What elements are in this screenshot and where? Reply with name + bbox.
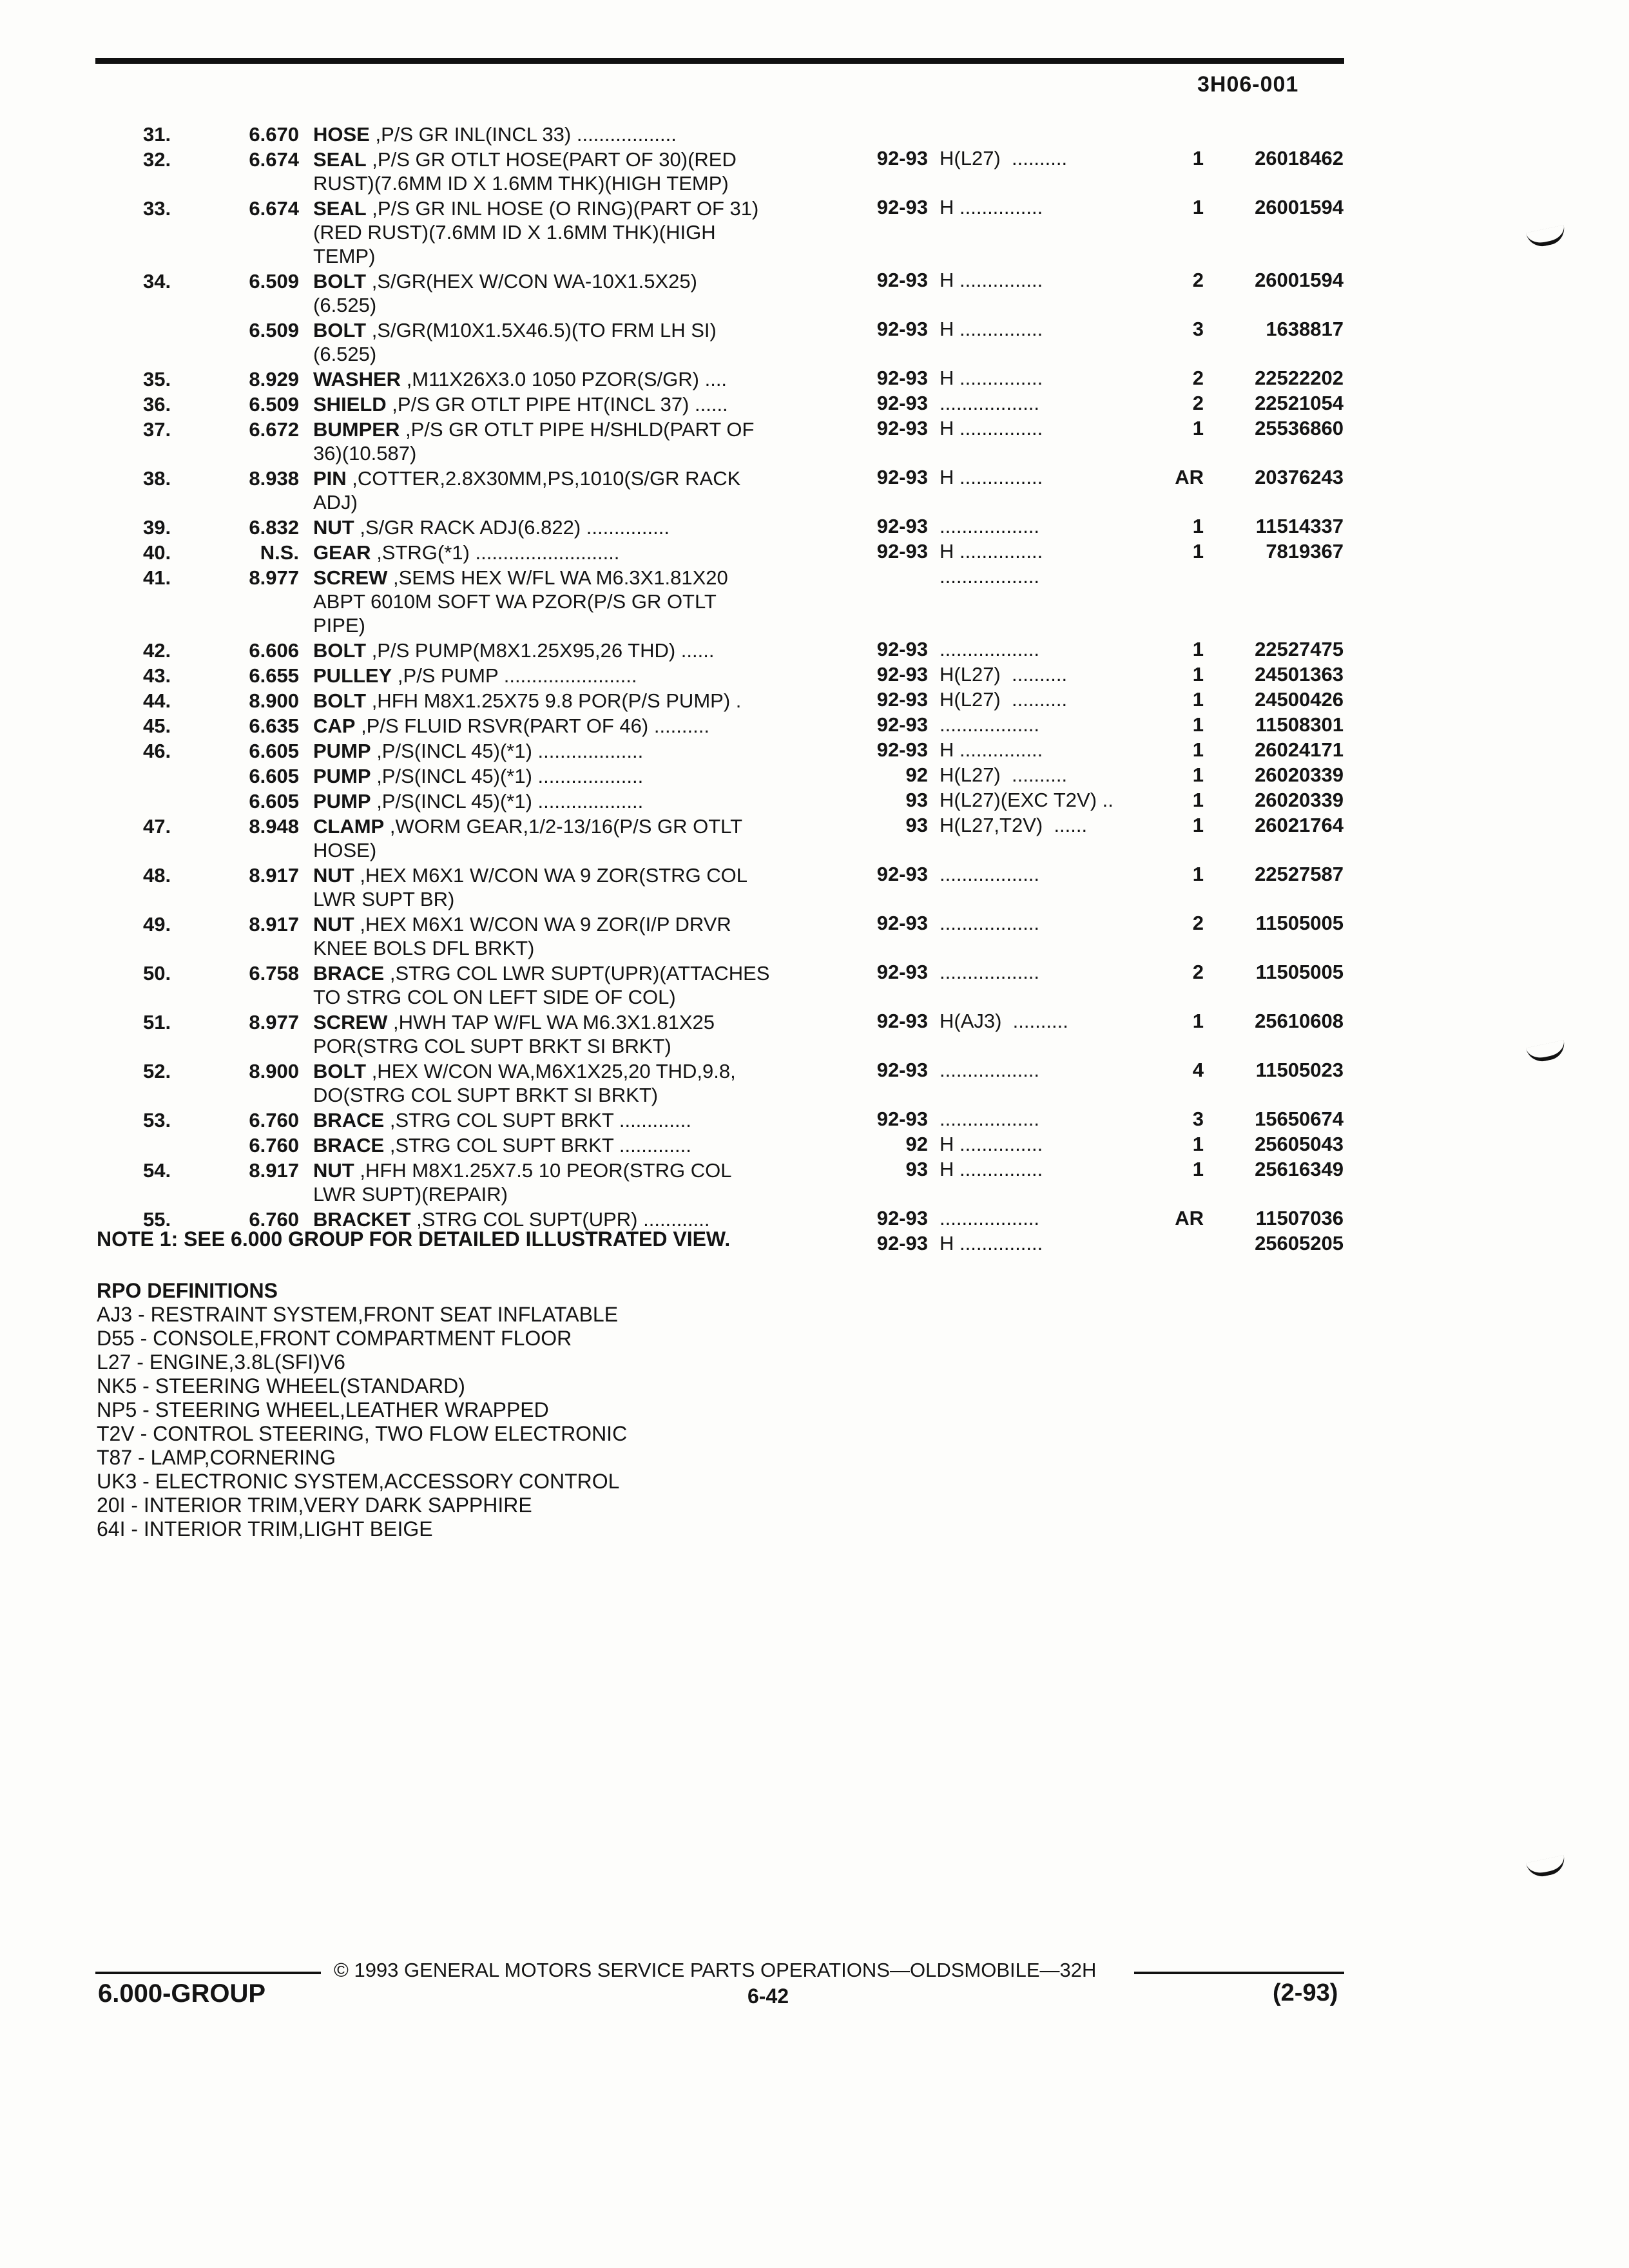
part-description [313, 148, 848, 195]
part-noun: SEAL [313, 197, 367, 220]
group-number: 6.760 [249, 1134, 299, 1157]
model-years: 92-93 [876, 738, 928, 761]
group-number: N.S. [260, 541, 299, 564]
application: .................. [940, 1207, 1040, 1229]
ref-number: 50. [143, 962, 171, 985]
ref-number: 51. [143, 1011, 171, 1033]
ref-number: 33. [143, 197, 171, 220]
part-detail: ,WORM GEAR,1/2-13/16(P/S GR OTLT HOSE) [313, 815, 743, 861]
group-number: 6.760 [249, 1109, 299, 1131]
quantity: 1 [1192, 789, 1204, 811]
footer-rule-right [1134, 1972, 1344, 1974]
quantity: AR [1175, 1207, 1204, 1229]
part-description [313, 566, 848, 637]
ref-number: 37. [143, 418, 171, 441]
part-description [313, 639, 848, 662]
part-number: 11505023 [1255, 1059, 1344, 1081]
part-detail: ,STRG COL SUPT(UPR) ............ [410, 1208, 710, 1231]
part-number: 1638817 [1266, 318, 1344, 340]
part-description [313, 1133, 848, 1157]
application: H ............... [940, 367, 1043, 389]
rpo-title: RPO DEFINITIONS [97, 1279, 278, 1302]
part-number: 25605043 [1255, 1133, 1344, 1155]
quantity: 4 [1192, 1059, 1204, 1081]
part-description [313, 912, 848, 960]
model-years: 93 [905, 814, 928, 836]
application: .................. [940, 713, 1040, 736]
application: .................. [940, 515, 1040, 537]
part-detail: ,S/GR(M10X1.5X46.5)(TO FRM LH SI) (6.525) [313, 319, 717, 365]
application: H(L27) .......... [940, 764, 1068, 786]
part-number: 26001594 [1255, 269, 1344, 291]
quantity: 2 [1192, 392, 1204, 414]
quantity: 1 [1192, 863, 1204, 885]
part-noun: BOLT [313, 1060, 367, 1082]
part-description [313, 318, 848, 366]
model-years: 92-93 [876, 417, 928, 439]
part-number: 11505005 [1255, 912, 1344, 934]
quantity: 1 [1192, 814, 1204, 836]
ref-number: 53. [143, 1109, 171, 1131]
part-row [0, 764, 1629, 811]
part-noun: SCREW [313, 566, 388, 589]
part-noun: PULLEY [313, 664, 392, 687]
part-detail: ,STRG COL LWR SUPT(UPR)(ATTACHES TO STRG COL ON LEFT SIDE OF COL) [313, 962, 770, 1008]
group-number: 6.605 [249, 790, 299, 812]
model-years: 92-93 [876, 1232, 928, 1254]
group-number: 6.674 [249, 197, 299, 220]
part-detail: ,S/GR(HEX W/CON WA-10X1.5X25) (6.525) [313, 270, 697, 316]
ref-number: 55. [143, 1208, 171, 1231]
rpo-item: 20I - INTERIOR TRIM,VERY DARK SAPPHIRE [97, 1494, 532, 1517]
part-detail: ,P/S GR OTLT PIPE HT(INCL 37) ...... [386, 393, 728, 416]
part-description [313, 1108, 848, 1132]
part-detail: ,STRG(*1) .......................... [371, 541, 620, 564]
rpo-item: 64I - INTERIOR TRIM,LIGHT BEIGE [97, 1517, 433, 1541]
model-years: 92-93 [876, 713, 928, 736]
part-description [313, 418, 848, 465]
rpo-item: NP5 - STEERING WHEEL,LEATHER WRAPPED [97, 1398, 549, 1421]
quantity: 1 [1192, 738, 1204, 761]
revision-date: (2-93) [1273, 1979, 1338, 2006]
model-years: 92-93 [876, 466, 928, 488]
part-noun: SCREW [313, 1011, 388, 1033]
part-detail: ,P/S PUMP ........................ [392, 664, 637, 687]
part-number: 26020339 [1255, 789, 1344, 811]
ref-number: 36. [143, 393, 171, 416]
part-noun: BRACE [313, 1109, 385, 1131]
quantity: 1 [1192, 713, 1204, 736]
model-years: 92-93 [876, 196, 928, 218]
part-detail: ,STRG COL SUPT BRKT ............. [384, 1134, 691, 1157]
ref-number: 38. [143, 467, 171, 490]
quantity: 1 [1192, 196, 1204, 218]
part-detail: ,M11X26X3.0 1050 PZOR(S/GR) .... [401, 368, 728, 390]
application: H(L27) .......... [940, 663, 1068, 686]
group-number: 6.655 [249, 664, 299, 687]
application: H(L27) .......... [940, 688, 1068, 711]
model-years: 92 [905, 1133, 928, 1155]
part-noun: BOLT [313, 639, 367, 662]
part-description [313, 122, 848, 146]
group-number: 8.977 [249, 1011, 299, 1033]
part-detail: ,HEX M6X1 W/CON WA 9 ZOR(STRG COL LWR SUPT BR) [313, 864, 748, 910]
group-number: 8.929 [249, 368, 299, 390]
part-number: 24501363 [1255, 663, 1344, 686]
part-noun: BRACE [313, 962, 385, 985]
part-row [0, 739, 1629, 786]
group-number: 6.605 [249, 765, 299, 787]
group-number: 6.509 [249, 319, 299, 341]
application: .................. [940, 638, 1040, 660]
part-detail: ,COTTER,2.8X30MM,PS,1010(S/GR RACK ADJ) [313, 467, 741, 514]
part-number: 26024171 [1255, 738, 1344, 761]
part-noun: NUT [313, 913, 354, 936]
ref-number: 54. [143, 1159, 171, 1182]
ref-number: 34. [143, 270, 171, 293]
application: .................. [940, 1108, 1040, 1130]
quantity: 2 [1192, 269, 1204, 291]
model-years: 92-93 [876, 269, 928, 291]
part-description [313, 466, 848, 514]
ref-number: 31. [143, 123, 171, 146]
copyright: © 1993 GENERAL MOTORS SERVICE PARTS OPERATIONS—OLDSMOBILE—32H [334, 1959, 1097, 1981]
part-noun: GEAR [313, 541, 371, 564]
page-number: 6-42 [747, 1984, 789, 2008]
quantity: 1 [1192, 147, 1204, 169]
rpo-item: UK3 - ELECTRONIC SYSTEM,ACCESSORY CONTROL [97, 1470, 620, 1493]
part-number: 26018462 [1255, 147, 1344, 169]
part-detail: ,P/S GR INL(INCL 33) .................. [369, 123, 677, 146]
application: .................. [940, 961, 1040, 983]
group-number: 8.948 [249, 815, 299, 838]
part-detail: ,HWH TAP W/FL WA M6.3X1.81X25 POR(STRG COL SUPT BRKT SI BRKT) [313, 1011, 715, 1057]
quantity: 1 [1192, 638, 1204, 660]
application: H ............... [940, 417, 1043, 439]
part-noun: BOLT [313, 270, 367, 293]
quantity: 1 [1192, 417, 1204, 439]
application: H ............... [940, 269, 1043, 291]
group-number: 8.917 [249, 1159, 299, 1182]
quantity: 1 [1192, 1133, 1204, 1155]
group-number: 8.900 [249, 1060, 299, 1082]
part-noun: BOLT [313, 689, 367, 712]
ref-number: 48. [143, 864, 171, 887]
part-number: 11505005 [1255, 961, 1344, 983]
part-description [313, 515, 848, 539]
part-number: 22521054 [1255, 392, 1344, 414]
part-description [313, 739, 848, 763]
part-detail: ,P/S FLUID RSVR(PART OF 46) .......... [355, 715, 709, 737]
part-noun: CLAMP [313, 815, 385, 838]
quantity: 1 [1192, 688, 1204, 711]
part-noun: NUT [313, 1159, 354, 1182]
part-number: 7819367 [1266, 540, 1344, 562]
model-years: 93 [905, 789, 928, 811]
ref-number: 52. [143, 1060, 171, 1082]
part-number: 20376243 [1255, 466, 1344, 488]
note-1: NOTE 1: SEE 6.000 GROUP FOR DETAILED ILLUSTRATED VIEW. [97, 1227, 731, 1251]
ref-number: 32. [143, 148, 171, 171]
application: H ............... [940, 1133, 1043, 1155]
rpo-item: D55 - CONSOLE,FRONT COMPARTMENT FLOOR [97, 1327, 572, 1350]
part-noun: BRACKET [313, 1208, 411, 1231]
quantity: 1 [1192, 540, 1204, 562]
part-description [313, 1158, 848, 1206]
part-detail: ,P/S PUMP(M8X1.25X95,26 THD) ...... [366, 639, 715, 662]
part-noun: HOSE [313, 123, 370, 146]
ref-number: 35. [143, 368, 171, 390]
part-detail: ,P/S GR OTLT HOSE(PART OF 30)(RED RUST)(7.6MM ID X 1.6MM THK)(HIGH TEMP) [313, 148, 737, 195]
part-noun: PUMP [313, 790, 371, 812]
rpo-definitions [97, 1279, 627, 1541]
part-number: 22527587 [1255, 863, 1344, 885]
rpo-item: NK5 - STEERING WHEEL(STANDARD) [97, 1374, 465, 1398]
part-description [313, 197, 848, 268]
group-number: 6.674 [249, 148, 299, 171]
footer-rule-left [95, 1972, 321, 1974]
quantity: AR [1175, 466, 1204, 488]
ref-number: 47. [143, 815, 171, 838]
model-years: 92-93 [876, 147, 928, 169]
ref-number: 44. [143, 689, 171, 712]
part-description [313, 664, 848, 687]
part-row [0, 1108, 1629, 1155]
group-number: 6.758 [249, 962, 299, 985]
application: H ............... [940, 738, 1043, 761]
part-description [313, 714, 848, 738]
application: .................. [940, 392, 1040, 414]
application: .................. [940, 912, 1040, 934]
top-rule [95, 58, 1344, 64]
part-detail: ,S/GR RACK ADJ(6.822) ............... [354, 516, 670, 539]
application: H ............... [940, 466, 1043, 488]
group-number: 8.938 [249, 467, 299, 490]
quantity: 1 [1192, 663, 1204, 686]
part-number: 25616349 [1255, 1158, 1344, 1180]
part-detail: ,HEX W/CON WA,M6X1X25,20 THD,9.8, DO(STRG COL SUPT BRKT SI BRKT) [313, 1060, 736, 1106]
part-noun: NUT [313, 864, 354, 887]
part-noun: NUT [313, 516, 354, 539]
part-detail: ,P/S GR OTLT PIPE H/SHLD(PART OF 36)(10.587) [313, 418, 755, 465]
model-years: 92-93 [876, 515, 928, 537]
ref-number: 46. [143, 740, 171, 762]
rpo-item: T2V - CONTROL STEERING, TWO FLOW ELECTRONIC [97, 1422, 628, 1445]
application: H ............... [940, 540, 1043, 562]
part-number: 25605205 [1255, 1232, 1344, 1254]
rpo-item: L27 - ENGINE,3.8L(SFI)V6 [97, 1350, 345, 1374]
group-number: 8.917 [249, 913, 299, 936]
part-number: 11507036 [1255, 1207, 1344, 1229]
model-years: 92-93 [876, 663, 928, 686]
group-number: 6.672 [249, 418, 299, 441]
part-description [313, 689, 848, 713]
part-description [313, 1059, 848, 1107]
application: H ............... [940, 318, 1043, 340]
part-number: 22522202 [1255, 367, 1344, 389]
group-number: 6.605 [249, 740, 299, 762]
part-noun: CAP [313, 715, 356, 737]
part-detail: ,SEMS HEX W/FL WA M6.3X1.81X20 ABPT 6010M SOFT WA PZOR(P/S GR OTLT PIPE) [313, 566, 728, 637]
model-years: 92-93 [876, 1108, 928, 1130]
group-number: 6.635 [249, 715, 299, 737]
quantity: 2 [1192, 367, 1204, 389]
part-detail: ,HEX M6X1 W/CON WA 9 ZOR(I/P DRVR KNEE BOLS DFL BRKT) [313, 913, 731, 959]
ref-number: 43. [143, 664, 171, 687]
application: H(L27) .......... [940, 147, 1068, 169]
part-detail: ,HFH M8X1.25X7.5 10 PEOR(STRG COL LWR SUPT)(REPAIR) [313, 1159, 732, 1206]
rpo-item: AJ3 - RESTRAINT SYSTEM,FRONT SEAT INFLATABLE [97, 1303, 619, 1326]
group-number: 8.977 [249, 566, 299, 589]
quantity: 1 [1192, 1158, 1204, 1180]
punch-mark [1526, 1855, 1567, 1879]
part-description [313, 789, 848, 813]
model-years: 92-93 [876, 318, 928, 340]
group-number: 6.509 [249, 393, 299, 416]
model-years: 92-93 [876, 688, 928, 711]
part-description [313, 764, 848, 788]
part-description [313, 814, 848, 862]
part-number: 26001594 [1255, 196, 1344, 218]
part-detail: ,P/S(INCL 45)(*1) ................... [371, 790, 644, 812]
part-description [313, 541, 848, 564]
ref-number: 39. [143, 516, 171, 539]
model-years: 92 [905, 764, 928, 786]
page-id: 3H06-001 [1197, 72, 1299, 97]
part-number: 26020339 [1255, 764, 1344, 786]
application: H(L27)(EXC T2V) .. [940, 789, 1113, 811]
ref-number: 40. [143, 541, 171, 564]
part-number: 15650674 [1255, 1108, 1344, 1130]
quantity: 1 [1192, 1010, 1204, 1032]
model-years: 93 [905, 1158, 928, 1180]
part-number: 25610608 [1255, 1010, 1344, 1032]
application: H ............... [940, 1232, 1043, 1254]
ref-number: 45. [143, 715, 171, 737]
part-detail: ,STRG COL SUPT BRKT ............. [384, 1109, 691, 1131]
part-description [313, 269, 848, 317]
part-noun: SEAL [313, 148, 367, 171]
rpo-item: T87 - LAMP,CORNERING [97, 1446, 336, 1469]
group-name: 6.000-GROUP [98, 1979, 266, 2008]
group-number: 8.900 [249, 689, 299, 712]
ref-number: 41. [143, 566, 171, 589]
part-noun: SHIELD [313, 393, 387, 416]
part-number: 11514337 [1255, 515, 1344, 537]
part-description [313, 961, 848, 1009]
group-number: 6.509 [249, 270, 299, 293]
group-number: 6.670 [249, 123, 299, 146]
group-number: 8.917 [249, 864, 299, 887]
model-years: 92-93 [876, 961, 928, 983]
part-noun: PUMP [313, 765, 371, 787]
application: H ............... [940, 1158, 1043, 1180]
part-noun: WASHER [313, 368, 401, 390]
quantity: 1 [1192, 764, 1204, 786]
part-description [313, 1010, 848, 1058]
part-number: 22527475 [1255, 638, 1344, 660]
part-row [0, 269, 1629, 340]
part-detail: ,HFH M8X1.25X75 9.8 POR(P/S PUMP) . [366, 689, 742, 712]
part-description [313, 367, 848, 391]
application: .................. [940, 565, 1040, 588]
model-years: 92-93 [876, 1059, 928, 1081]
application: H ............... [940, 196, 1043, 218]
part-noun: BUMPER [313, 418, 400, 441]
part-description [313, 392, 848, 416]
application: .................. [940, 863, 1040, 885]
model-years: 92-93 [876, 1207, 928, 1229]
part-number: 26021764 [1255, 814, 1344, 836]
group-number: 6.606 [249, 639, 299, 662]
ref-number: 49. [143, 913, 171, 936]
model-years: 92-93 [876, 540, 928, 562]
part-noun: BRACE [313, 1134, 385, 1157]
part-detail: ,P/S(INCL 45)(*1) ................... [371, 740, 644, 762]
quantity: 3 [1192, 318, 1204, 340]
part-detail: ,P/S(INCL 45)(*1) ................... [371, 765, 644, 787]
model-years: 92-93 [876, 392, 928, 414]
part-number: 11508301 [1255, 713, 1344, 736]
part-detail: ,P/S GR INL HOSE (O RING)(PART OF 31) (RED RUST)(7.6MM ID X 1.6MM THK)(HIGH TEMP) [313, 197, 759, 267]
quantity: 2 [1192, 912, 1204, 934]
part-noun: PUMP [313, 740, 371, 762]
model-years: 92-93 [876, 912, 928, 934]
quantity: 3 [1192, 1108, 1204, 1130]
model-years: 92-93 [876, 1010, 928, 1032]
part-noun: BOLT [313, 319, 367, 341]
part-number: 25536860 [1255, 417, 1344, 439]
quantity: 1 [1192, 515, 1204, 537]
model-years: 92-93 [876, 863, 928, 885]
application: H(AJ3) .......... [940, 1010, 1068, 1032]
group-number: 6.832 [249, 516, 299, 539]
part-number: 24500426 [1255, 688, 1344, 711]
model-years: 92-93 [876, 638, 928, 660]
application: .................. [940, 1059, 1040, 1081]
model-years: 92-93 [876, 367, 928, 389]
part-noun: PIN [313, 467, 347, 490]
group-number: 6.760 [249, 1208, 299, 1231]
part-description [313, 863, 848, 911]
application: H(L27,T2V) ...... [940, 814, 1088, 836]
ref-number: 42. [143, 639, 171, 662]
quantity: 2 [1192, 961, 1204, 983]
